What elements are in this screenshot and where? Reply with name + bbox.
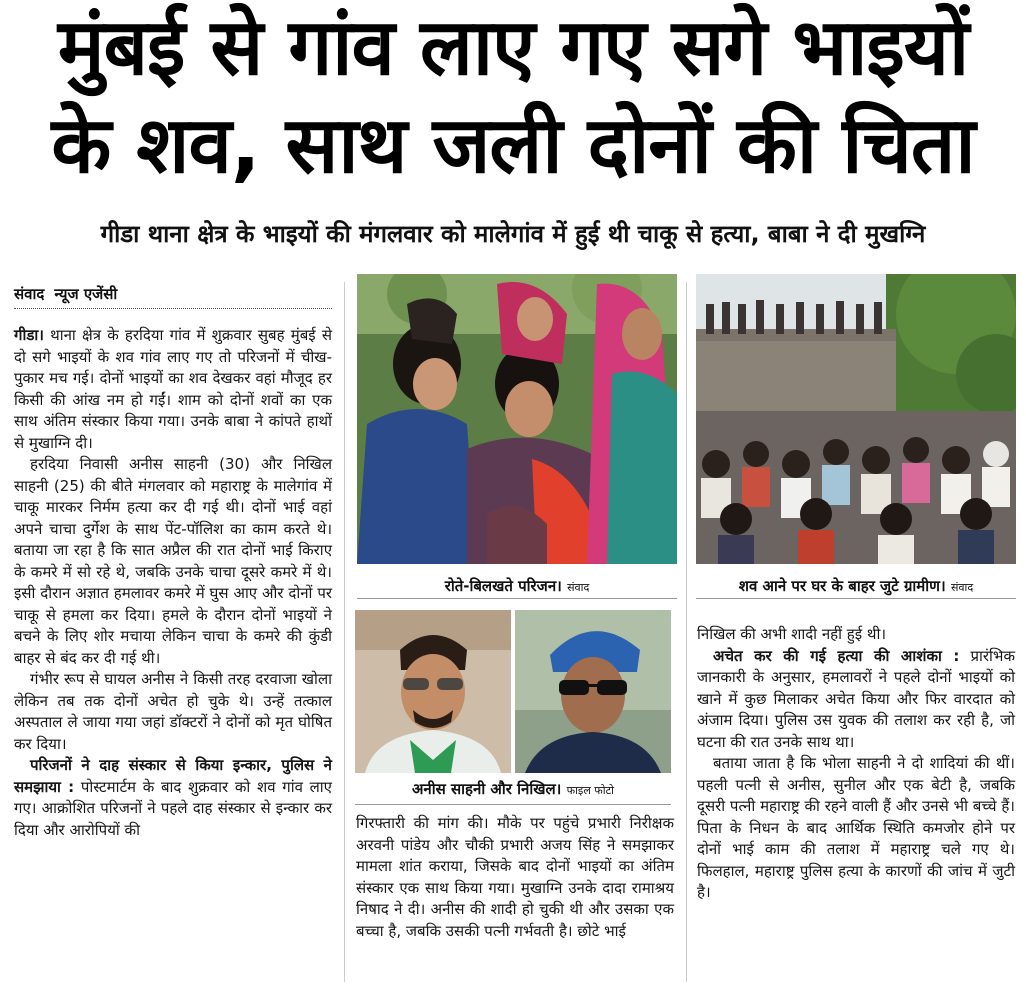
col1-para-1 xyxy=(14,325,332,454)
col1-para-1-text: थाना क्षेत्र के हरदिया गांव में शुक्रवार सुबह मुंबई से दो सगे भाइयों के शव गांव लाए गए तो परिजनों में चीख-पुकार मच गई। दोनों भाइयों का शव देखकर वहां मौजूद हर किसी की आंख नम हो गईं। शाम को दोनों शवों का एक साथ अंतिम संस्कार किया गया। उनके बाबा ने कांपते हाथों से मुखाग्नि दी। xyxy=(14,326,332,452)
byline-label: संवाद xyxy=(14,285,45,303)
column-divider-1 xyxy=(344,282,345,982)
photo-grieving-family-image xyxy=(357,274,677,564)
caption-grieving-family-source: संवाद xyxy=(567,581,590,594)
dateline: गीडा। xyxy=(14,326,44,344)
col1-para-4-text: पोस्टमार्टम के बाद शुक्रवार को शव गांव लाए गए। आक्रोशित परिजनों ने पहले दाह संस्कार से इन्कार कर दिया और आरोपियों की xyxy=(14,777,332,839)
col3-para-2-text: प्रारंभिक जानकारी के अनुसार, हमलावरों ने पहले दोनों भाइयों को खाने में कुछ मिलाकर अचेत किया और फिर वारदात को अंजाम दिया। पुलिस उस युवक की तलाश कर रही है, जो घटना की रात उनके साथ था। xyxy=(697,646,1015,751)
photo-grieving-family xyxy=(357,274,677,564)
byline-agency: न्यूज एजेंसी xyxy=(54,285,118,303)
photo-villagers-gathered xyxy=(696,274,1016,564)
col3-para-3: बताया जाता है कि भोला साहनी ने दो शादियां की थीं। पहली पत्नी से अनीस, सुनील और एक बेटी है, जबकि दूसरी पत्नी महाराष्ट्र की रहने वाली हैं और उनसे भी बच्चे हैं। पिता के निधन के बाद आर्थिक स्थिति कमजोर होने पर दोनों भाई काम की तलाश में महाराष्ट्र चले गए थे। फिलहाल, महाराष्ट्र पुलिस हत्या के कारणों की जांच में जुटी है। xyxy=(697,754,1015,901)
caption-portraits xyxy=(355,779,671,801)
col1-para-2: हरदिया निवासी अनीस साहनी (30) और निखिल साहनी (25) की बीते मंगलवार को महाराष्ट्र के मालेगांव में चाकू मारकर निर्मम हत्या कर दी गई थी। दोनों भाई वहां अपने चाचा दुर्गेश के साथ पेंट-पॉलिश का काम करते थे। बताया जा रहा है कि सात अप्रैल की रात दोनों भाई किराए के कमरे में सो रहे थे, जबकि उनके चाचा दूसरे कमरे में थे। इसी दौरान अज्ञात हमलावर कमरे में घुस आए और दोनों पर चाकू से हमला कर दिया। हमले के दौरान दोनों भाइयों ने बचने के लिए शोर मचाया लेकिन चाचा के कमरे की कुंडी बाहर से बंद कर दी गई थी। xyxy=(14,455,332,667)
caption-rule-2 xyxy=(696,598,1016,599)
col2-para-1: गिरफ्तारी की मांग की। मौके पर पहुंचे प्रभारी निरीक्षक अरवनी पांडेय और चौकी प्रभारी अजय सिंह ने समझाकर मामला शांत कराया, जिसके बाद दोनों भाइयों का अंतिम संस्कार एक साथ किया गया। मुखाग्नि उनके दादा रामाश्रय निषाद ने दी। अनीस की शादी हो चुकी थी और उसका एक बच्चा है, जबकि उसकी पत्नी गर्भवती है। छोटे भाई xyxy=(356,814,674,940)
caption-grieving-family-text: रोते-बिलखते परिजन। xyxy=(444,577,562,595)
col1-para-3: गंभीर रूप से घायल अनीस ने किसी तरह दरवाजा खोला लेकिन तब तक दोनों अचेत हो चुके थे। उन्हें तत्काल अस्पताल ले जाया गया जहां डॉक्टरों ने दोनों को मृत घोषित कर दिया। xyxy=(14,670,332,753)
subhead-suspected-sedation: अचेत कर की गई हत्या की आशंका : xyxy=(713,646,960,665)
caption-villagers-gathered xyxy=(696,576,1016,598)
article-column-2 xyxy=(356,813,674,942)
article-column-3 xyxy=(697,624,1015,904)
col3-para-1: निखिल की अभी शादी नहीं हुई थी। xyxy=(697,625,887,643)
article-column-1 xyxy=(14,325,332,841)
col3-para-2 xyxy=(697,646,1015,754)
photo-portrait-anees xyxy=(355,610,511,773)
headline-line-2: के शव, साथ जली दोनों की चिता xyxy=(51,101,975,191)
caption-grieving-family xyxy=(357,576,677,598)
caption-villagers-gathered-source: संवाद xyxy=(950,581,974,594)
byline xyxy=(14,280,332,309)
column-divider-2 xyxy=(686,282,687,982)
caption-portraits-text: अनीस साहनी और निखिल। xyxy=(411,780,562,798)
caption-portraits-source: फाइल फोटो xyxy=(566,784,615,797)
photo-portrait-anees-image xyxy=(355,610,511,773)
col1-para-4 xyxy=(14,755,332,841)
headline-line-1: मुंबई से गांव लाए गए सगे भाइयों xyxy=(57,3,969,93)
photo-villagers-gathered-image xyxy=(696,274,1016,564)
subhead-cremation: परिजनों ने दाह संस्कार से किया इन्कार, पुलिस ने समझाया : xyxy=(14,756,332,796)
headline xyxy=(10,0,1016,194)
caption-villagers-gathered-text: शव आने पर घर के बाहर जुटे ग्रामीण। xyxy=(738,577,946,595)
deck-subheadline: गीडा थाना क्षेत्र के भाइयों की मंगलवार को मालेगांव में हुई थी चाकू से हत्या, बाबा ने दी मुखग्नि xyxy=(100,220,926,248)
photo-portrait-nikhil xyxy=(515,610,671,773)
caption-rule-1 xyxy=(357,598,677,599)
photo-portrait-nikhil-image xyxy=(515,610,671,773)
caption-rule-3 xyxy=(355,804,671,805)
